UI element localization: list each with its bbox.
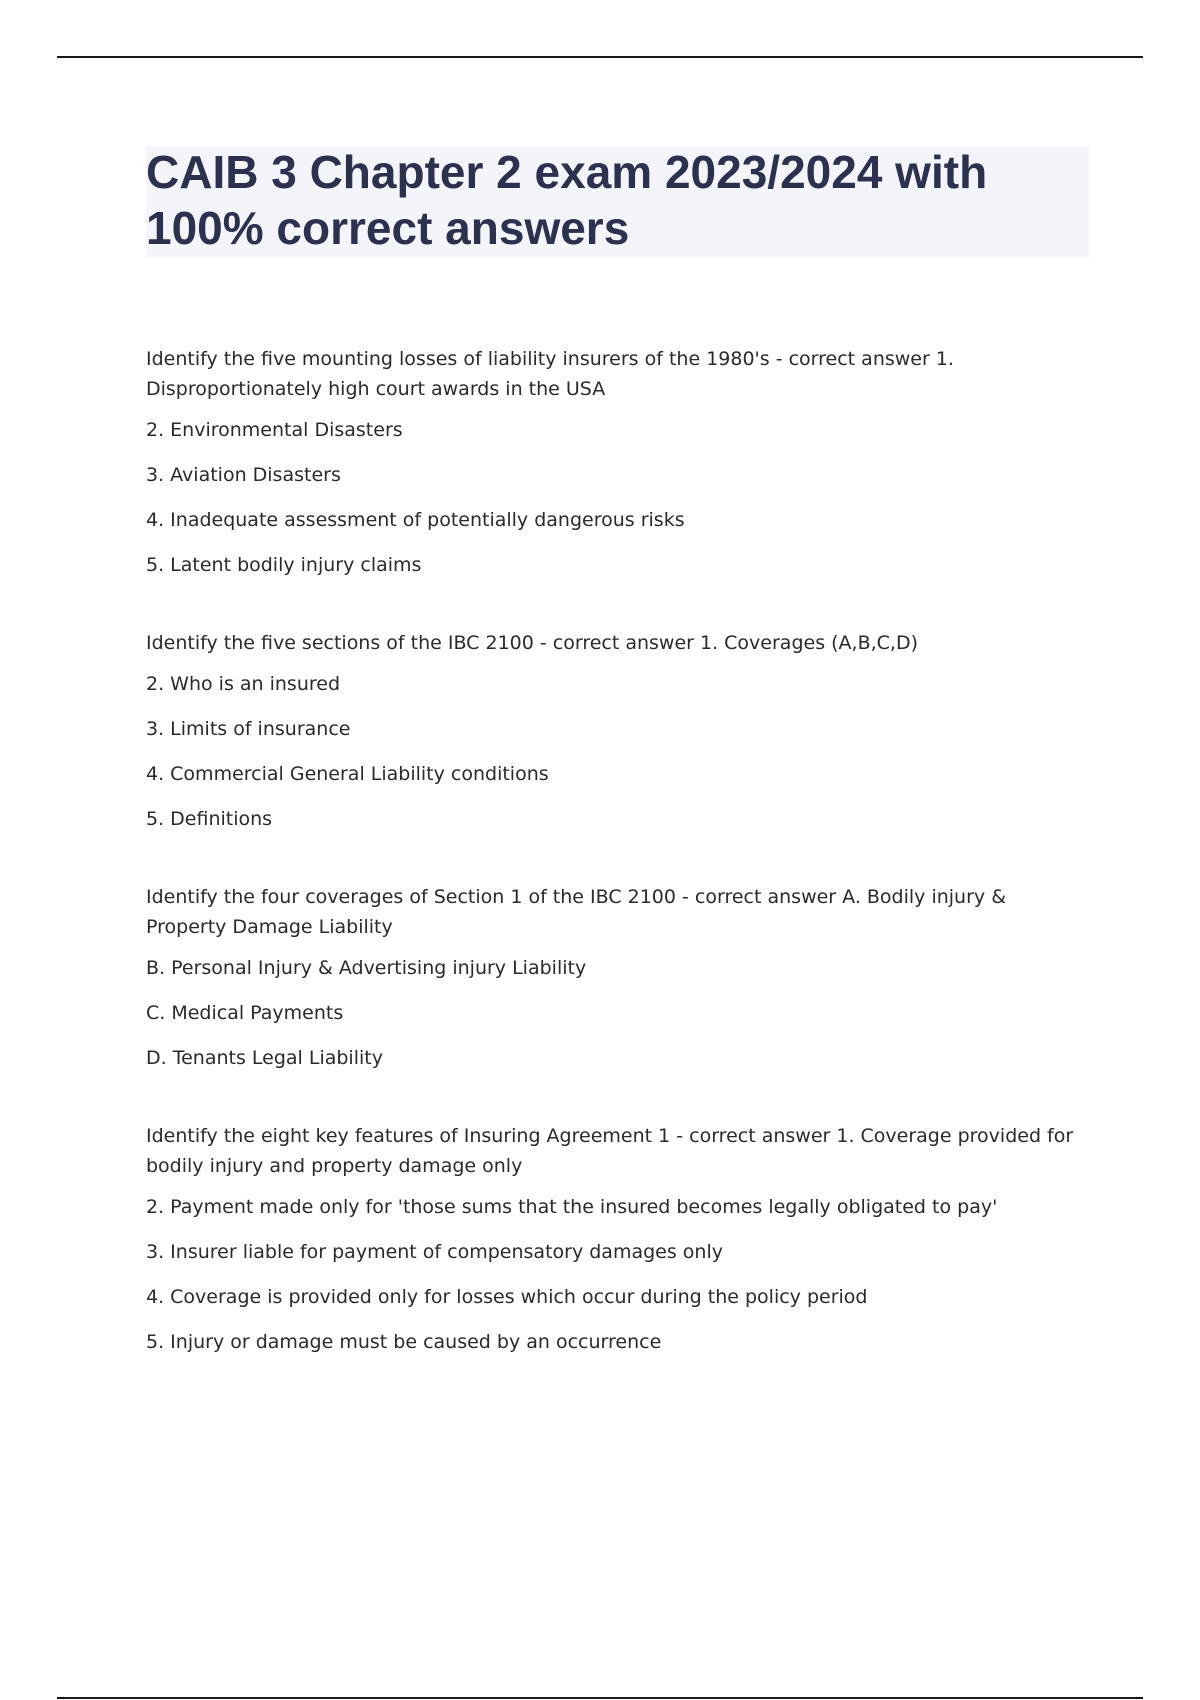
answer-item: 2. Environmental Disasters: [146, 419, 403, 441]
answer-item: 5. Injury or damage must be caused by an occurrence: [146, 1331, 662, 1353]
question-block-3: [146, 882, 1076, 1071]
bottom-rule: [57, 1697, 1143, 1699]
answer-item: C. Medical Payments: [146, 1002, 344, 1024]
answer-item: 5. Definitions: [146, 808, 273, 830]
question-text: Identify the five mounting losses of liability insurers of the 1980's - correct answer 1. Disproportionately high court awards in the USA: [146, 348, 954, 400]
question-block-1: [146, 344, 1076, 578]
top-rule: [57, 56, 1143, 58]
document-title: CAIB 3 Chapter 2 exam 2023/2024 with 100% correct answers: [146, 146, 988, 254]
answer-item: 4. Commercial General Liability conditions: [146, 763, 549, 785]
answer-item: 3. Insurer liable for payment of compensatory damages only: [146, 1241, 723, 1263]
question-block-4: [146, 1121, 1076, 1355]
answer-item: D. Tenants Legal Liability: [146, 1047, 383, 1069]
answer-item: 2. Who is an insured: [146, 673, 341, 695]
answer-item: 4. Inadequate assessment of potentially dangerous risks: [146, 509, 685, 531]
answer-item: 3. Aviation Disasters: [146, 464, 341, 486]
answer-item: 2. Payment made only for 'those sums that the insured becomes legally obligated to pay': [146, 1196, 998, 1218]
answer-item: 4. Coverage is provided only for losses which occur during the policy period: [146, 1286, 868, 1308]
question-text: Identify the four coverages of Section 1 of the IBC 2100 - correct answer A. Bodily injury & Property Damage Liability: [146, 886, 1007, 938]
answer-item: B. Personal Injury & Advertising injury Liability: [146, 957, 587, 979]
question-text: Identify the eight key features of Insuring Agreement 1 - correct answer 1. Coverage provided for bodily injury and property damage only: [146, 1125, 1074, 1177]
question-text: Identify the five sections of the IBC 2100 - correct answer 1. Coverages (A,B,C,D): [146, 632, 919, 654]
answer-item: 3. Limits of insurance: [146, 718, 351, 740]
document-body: [146, 344, 1076, 1375]
question-block-2: [146, 628, 1076, 832]
answer-item: 5. Latent bodily injury claims: [146, 554, 422, 576]
